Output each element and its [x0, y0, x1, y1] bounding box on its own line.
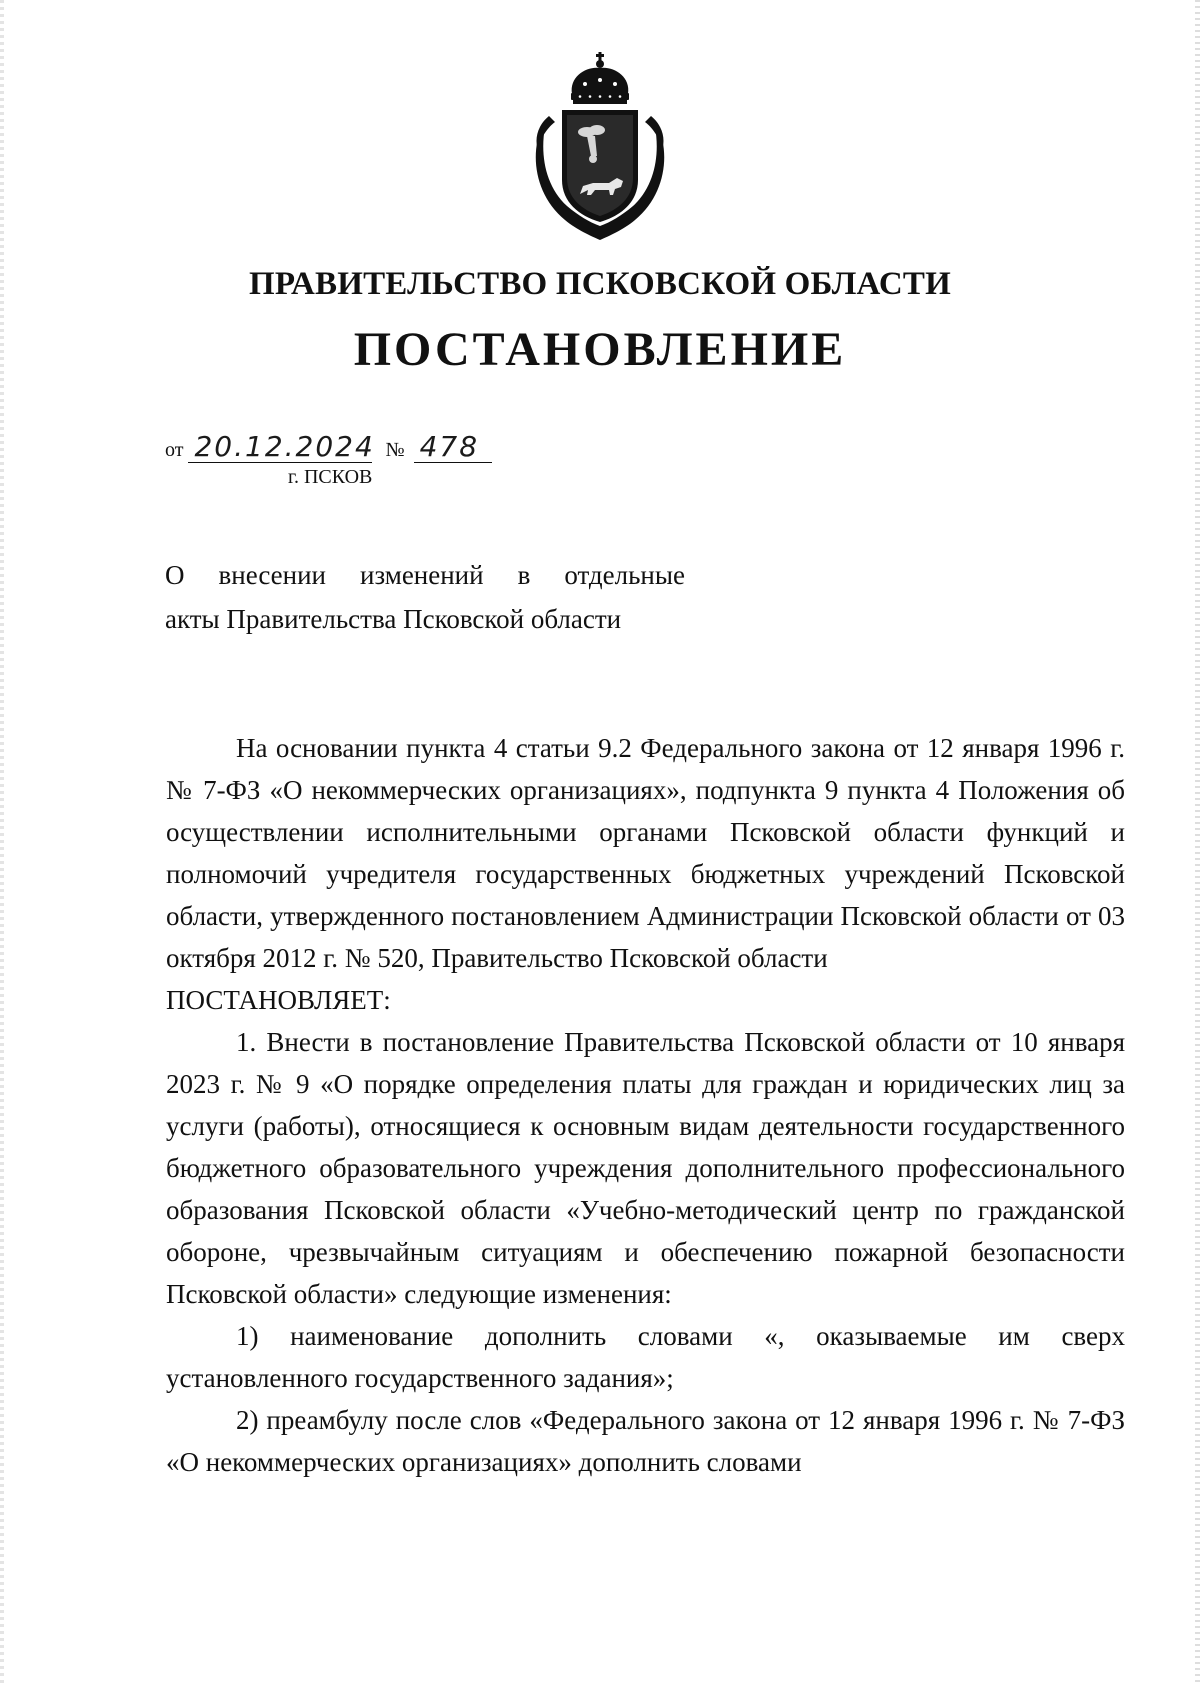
date-prefix: от: [165, 439, 184, 461]
resolves-paragraph: ПОСТАНОВЛЯЕТ:: [166, 985, 391, 1015]
handwritten-number: 478: [414, 432, 492, 463]
document-type-title: ПОСТАНОВЛЕНИЕ: [353, 323, 847, 376]
city-label: г. ПСКОВ: [288, 466, 373, 488]
subitem-1-paragraph: 1) наименование дополнить словами «, оказываемые им сверх установленного государственного задания»;: [166, 1321, 1125, 1393]
document-subject: [165, 553, 685, 641]
subject-line-2: акты Правительства Псковской области: [165, 604, 622, 634]
preamble-paragraph: На основании пункта 4 статьи 9.2 Федерального закона от 12 января 1996 г. № 7-ФЗ «О некоммерческих организациях», подпункта 9 пункта 4 Положения об осуществлении исполнительными органами Псковской области функций и полномочий учредителя государственных бюджетных учреждений Псковской области, утвержденного постановлением Администрации Псковской области от 03 октября 2012 г. № 520, Правительство Псковской области: [166, 733, 1125, 973]
number-prefix: №: [385, 439, 405, 461]
item-1-paragraph: 1. Внести в постановление Правительства Псковской области от 10 января 2023 г. № 9 «О порядке определения платы для граждан и юридических лиц за услуги (работы), относящиеся к основным видам деятельности государственного бюджетного образовательного учреждения дополнительного профессионального образования Псковской области «Учебно-методический центр по гражданской обороне, чрезвычайным ситуациям и обеспечению пожарной безопасности Псковской области» следующие изменения:: [166, 1027, 1125, 1309]
document-body: [166, 727, 1125, 1483]
subject-line-1: О внесении изменений в отдельные: [165, 560, 685, 590]
coat-of-arms-icon: [525, 52, 675, 242]
scan-edge-left: [0, 0, 4, 1686]
handwritten-date: 20.12.2024: [188, 432, 372, 463]
scan-edge-right: [1195, 0, 1200, 1686]
government-title: ПРАВИТЕЛЬСТВО ПСКОВСКОЙ ОБЛАСТИ: [248, 266, 952, 302]
subitem-2-paragraph: 2) преамбулу после слов «Федерального закона от 12 января 1996 г. № 7-ФЗ «О некоммерческих организациях» дополнить словами: [166, 1405, 1125, 1477]
document-date-number-line: [165, 432, 492, 463]
